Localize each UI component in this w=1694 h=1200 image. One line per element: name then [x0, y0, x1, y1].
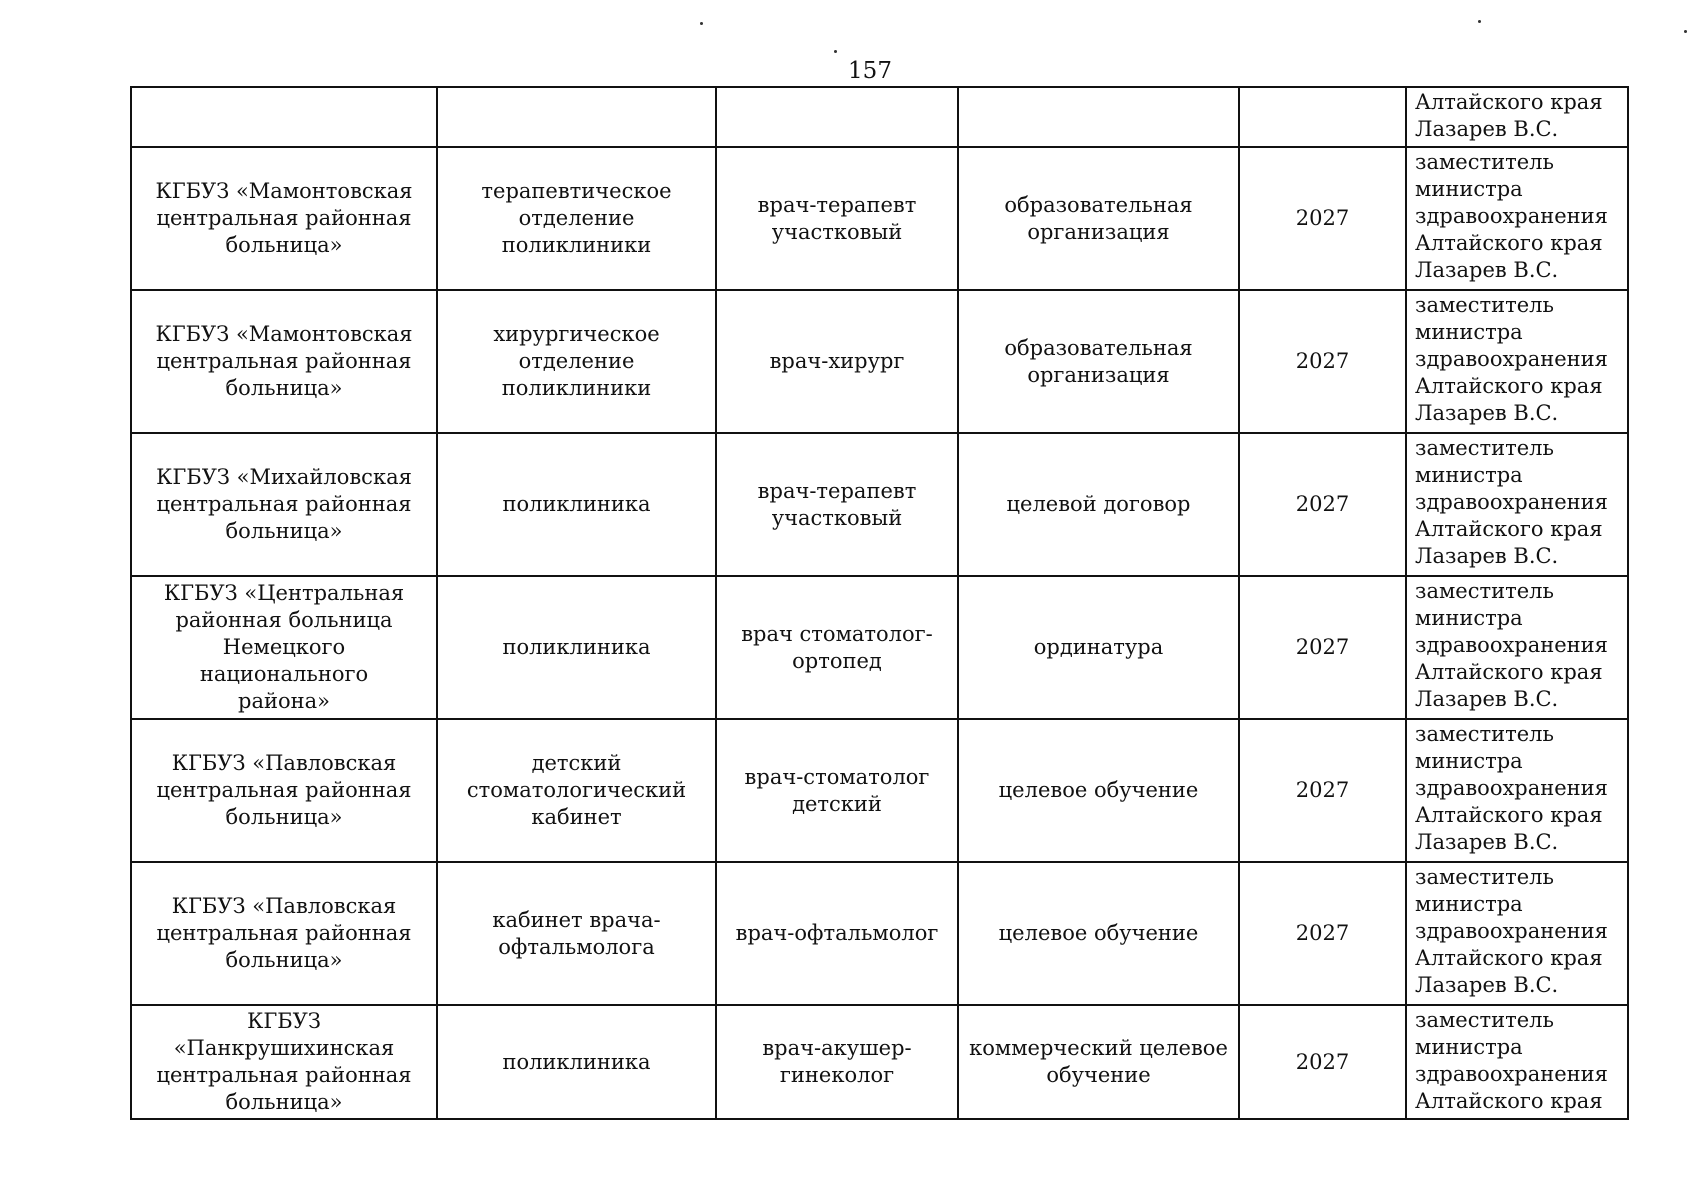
source-cell: целевой договор [958, 433, 1239, 576]
table-row [131, 1005, 1628, 1119]
position-cell: врач-терапевт участковый [716, 433, 958, 576]
table-row [131, 719, 1628, 862]
year-cell: 2027 [1239, 290, 1406, 433]
responsible-cell: заместитель министра здравоохранения Алтайского края Лазарев В.С. [1406, 719, 1628, 862]
position-cell: врач-акушер- гинеколог [716, 1005, 958, 1119]
organization-cell: КГБУЗ «Михайловская центральная районная больница» [131, 433, 437, 576]
source-cell: целевое обучение [958, 862, 1239, 1005]
position-cell: врач-терапевт участковый [716, 147, 958, 290]
position-cell: врач-офтальмолог [716, 862, 958, 1005]
responsible-cell: заместитель министра здравоохранения Алтайского края Лазарев В.С. [1406, 147, 1628, 290]
year-cell: 2027 [1239, 147, 1406, 290]
source-cell [958, 87, 1239, 147]
organization-cell: КГБУЗ «Мамонтовская центральная районная больница» [131, 290, 437, 433]
organization-cell: КГБУЗ «Центральная районная больница Немецкого национального района» [131, 576, 437, 719]
unit-cell [437, 87, 716, 147]
year-cell: 2027 [1239, 862, 1406, 1005]
source-cell: образовательная организация [958, 147, 1239, 290]
responsible-cell: заместитель министра здравоохранения Алтайского края Лазарев В.С. [1406, 862, 1628, 1005]
year-cell [1239, 87, 1406, 147]
source-cell: образовательная организация [958, 290, 1239, 433]
position-cell: врач-хирург [716, 290, 958, 433]
source-cell: целевое обучение [958, 719, 1239, 862]
organization-cell: КГБУЗ «Панкрушихинская центральная районная больница» [131, 1005, 437, 1119]
responsible-cell: заместитель министра здравоохранения Алтайского края Лазарев В.С. [1406, 576, 1628, 719]
year-cell: 2027 [1239, 719, 1406, 862]
organization-cell: КГБУЗ «Павловская центральная районная больница» [131, 862, 437, 1005]
scan-speck [1478, 20, 1481, 23]
table-row [131, 290, 1628, 433]
source-cell: коммерческий целевое обучение [958, 1005, 1239, 1119]
year-cell: 2027 [1239, 576, 1406, 719]
unit-cell: хирургическое отделение поликлиники [437, 290, 716, 433]
organization-cell [131, 87, 437, 147]
unit-cell: поликлиника [437, 433, 716, 576]
staffing-table [130, 86, 1629, 1120]
organization-cell: КГБУЗ «Мамонтовская центральная районная больница» [131, 147, 437, 290]
table-row-continued [131, 87, 1628, 147]
responsible-cell: Алтайского края Лазарев В.С. [1406, 87, 1628, 147]
organization-cell: КГБУЗ «Павловская центральная районная больница» [131, 719, 437, 862]
table-row [131, 147, 1628, 290]
year-cell: 2027 [1239, 433, 1406, 576]
unit-cell: терапевтическое отделение поликлиники [437, 147, 716, 290]
unit-cell: детский стоматологический кабинет [437, 719, 716, 862]
table-row [131, 862, 1628, 1005]
source-cell: ординатура [958, 576, 1239, 719]
page-number: 157 [848, 58, 892, 84]
position-cell: врач-стоматолог детский [716, 719, 958, 862]
responsible-cell: заместитель министра здравоохранения Алтайского края [1406, 1005, 1628, 1119]
position-cell: врач стоматолог- ортопед [716, 576, 958, 719]
responsible-cell: заместитель министра здравоохранения Алтайского края Лазарев В.С. [1406, 290, 1628, 433]
table-row [131, 576, 1628, 719]
unit-cell: кабинет врача- офтальмолога [437, 862, 716, 1005]
scan-speck [834, 50, 837, 53]
table-row [131, 433, 1628, 576]
unit-cell: поликлиника [437, 576, 716, 719]
scan-speck [700, 22, 703, 25]
position-cell [716, 87, 958, 147]
responsible-cell: заместитель министра здравоохранения Алтайского края Лазарев В.С. [1406, 433, 1628, 576]
scan-speck [1684, 30, 1687, 33]
year-cell: 2027 [1239, 1005, 1406, 1119]
unit-cell: поликлиника [437, 1005, 716, 1119]
